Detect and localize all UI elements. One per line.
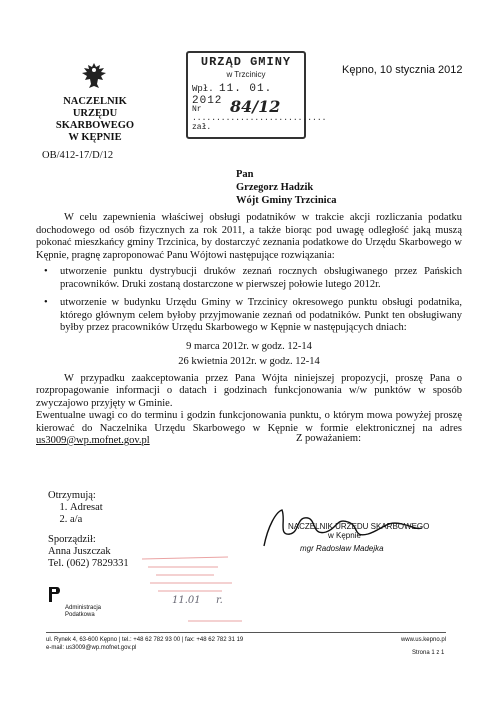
office-line-3: W KĘPNIE [68, 132, 122, 143]
remarks-text: Ewentualne uwagi co do terminu i godzin funkcjonowania punktu, o którym mowa powyżej proszę kierować do Naczelnika Urzędu Skarbowego w Kępnie w formie elektronicznej na adres [36, 410, 462, 434]
prepared-label: Sporządził: [48, 534, 96, 545]
logo-text [65, 605, 101, 619]
recipients-list [48, 502, 103, 526]
recipient-item: 2. a/a [70, 514, 103, 526]
service-dates [36, 341, 462, 369]
office-line-1: NACZELNIK [63, 96, 127, 107]
received-stamp [186, 51, 327, 139]
prepared-phone: Tel. (062) 7829331 [48, 558, 129, 569]
faded-stamp-graphic [138, 553, 244, 629]
svg-text:11.01: 11.01 [172, 595, 201, 606]
office-line-2: URZĘDU SKARBOWEGO [55, 108, 135, 131]
addressee-line-1: Pan [236, 169, 254, 180]
stamp-received-label: Wpł. [192, 84, 214, 94]
service-date-2: 26 kwietnia 2012r. w godz. 12-14 [178, 356, 320, 367]
signatory-name: mgr Radosław Madejka [300, 544, 384, 553]
office-name [40, 96, 150, 144]
faded-received-stamp [138, 553, 244, 629]
signature-stamp-line-1: NACZELNIK URZĘDU SKARBOWEGO [288, 522, 430, 531]
logo-text-line-2: Podatkowa [65, 612, 95, 618]
footer-email: e-mail: us3009@wp.mofnet.gov.pl [46, 645, 137, 651]
addressee [236, 168, 337, 207]
stamp-number-label: Nr [192, 105, 202, 114]
svg-text:r.: r. [216, 595, 223, 606]
addressee-line-3: Wójt Gminy Trzcinica [236, 195, 337, 206]
email-link[interactable]: us3009@wp.mofnet.gov.pl [36, 435, 150, 446]
stamp-subtitle: w Trzcinicy [226, 70, 266, 79]
prepared-name: Anna Juszczak [48, 546, 111, 557]
signature-stamp-line-2: w Kępnie [328, 531, 361, 540]
acceptance-paragraph: W przypadku zaakceptowania przez Pana Wójta niniejszej propozycji, proszę Pana o rozpropagowanie informacji o datach i godzinach funkcjonowania w/w punktów w sposób zwyczajowo przyjęty w Gminie. [36, 372, 462, 409]
recipient-item: 1. Adresat [70, 502, 103, 514]
regards: Z poważaniem: [296, 433, 362, 444]
letter-body [36, 212, 462, 448]
document-reference: OB/412-17/D/12 [42, 150, 114, 161]
remarks-paragraph [36, 410, 462, 448]
footer [46, 632, 446, 652]
recipients-title: Otrzymują: [48, 490, 96, 501]
footer-website[interactable]: www.us.kepno.pl [400, 637, 446, 643]
stamp-number-value: 84/12 [230, 97, 281, 116]
page-number: Strona 1 z 1 [412, 650, 445, 656]
prepared-by [48, 534, 129, 570]
proposal-list [36, 266, 462, 335]
proposal-item-1: • utworzenie punktu dystrybucji druków zeznań rocznych obsługiwanego przez Pańskich pracowników. Druki zostaną dostarczone w pierwszej połowie lutego 2012r. [60, 266, 462, 291]
place-date: Kępno, 10 stycznia 2012 [342, 64, 463, 76]
eagle-emblem-icon [78, 60, 110, 92]
stamp-received-date: 11. 01. 2012 [192, 83, 273, 107]
proposal-item-2: • utworzenie w budynku Urzędu Gminy w Trzcinicy okresowego punktu obsługi podatnika, którego głównym celem byłoby przyjmowanie zeznań od podatników. Punkt ten obsługiwany byłby przez pracowników Urzędu Skarbowego w Kępnie w następujących dniach: [60, 297, 462, 335]
stamp-attachments-label: zał. [192, 123, 212, 132]
addressee-line-2: Grzegorz Hadzik [236, 182, 314, 193]
stamp-number-row: Nr ............................ zał. [192, 105, 327, 132]
intro-paragraph: W celu zapewnienia właściwej obsługi podatników w trakcie akcji rozliczania podatku dochodowego od osób fizycznych za rok 2011, a także biorąc pod uwagę odległość jaką muszą pokonać mieszkańcy gminy Trzcinica, by dostarczyć zeznania podatkowe do Urzędu Skarbowego w Kępnie, pragnę zaproponować Panu Wójtowi następujące rozwiązania: [36, 212, 462, 261]
footer-address: ul. Rynek 4, 63-600 Kępno | tel.: +48 62 782 93 00 | fax: +48 62 782 31 19 [46, 637, 244, 643]
stamp-title: URZĄD GMINY [200, 55, 292, 69]
service-date-1: 9 marca 2012r. w godz. 12-14 [186, 340, 312, 352]
tax-administration-logo-icon [48, 585, 62, 603]
logo-text-line-1: Administracja [65, 605, 102, 611]
recipients [48, 490, 103, 526]
